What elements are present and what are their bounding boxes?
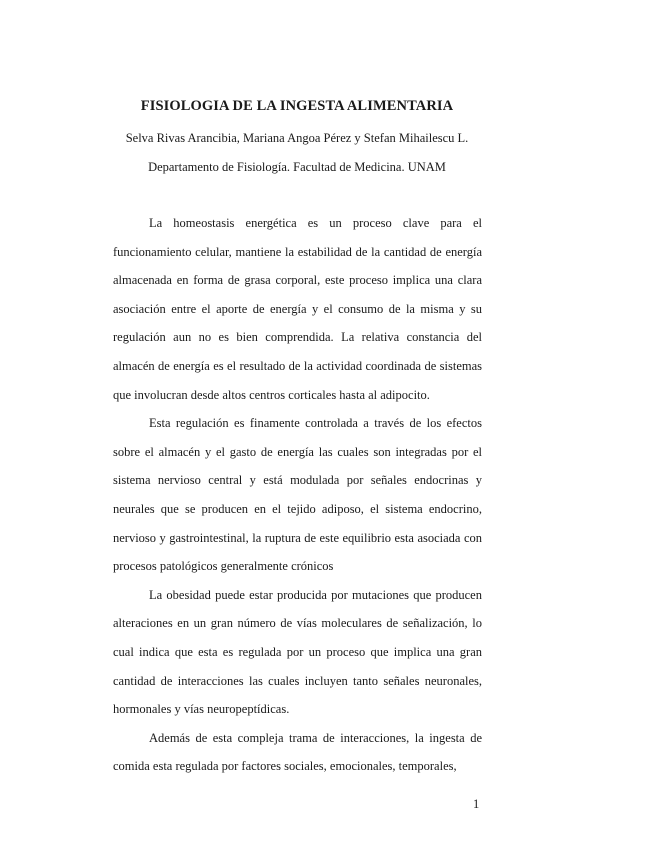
affiliation: Departamento de Fisiología. Facultad de Medicina. UNAM (148, 160, 446, 174)
document-title: FISIOLOGIA DE LA INGESTA ALIMENTARIA (140, 98, 454, 114)
body-text (113, 209, 482, 781)
paragraph-3: La obesidad puede estar producida por mutaciones que producen alteraciones en un gran número de vías moleculares de señalización, lo cual indica que esta es regulada por un proceso que implica una gran cantidad de interacciones las cuales incluyen tanto señales neuronales, hormonales y vías neuropeptídicas. (113, 587, 482, 717)
paragraph-2: Esta regulación es finamente controlada a través de los efectos sobre el almacén y el gasto de energía las cuales son integradas por el sistema nervioso central y está modulada por señales endocrinas y neurales que se producen en el tejido adiposo, el sistema endocrino, nervioso y gastrointestinal, la ruptura de este equilibrio esta asociada con procesos patológicos generalmente crónicos (113, 416, 482, 574)
paragraph-4: Además de esta compleja trama de interacciones, la ingesta de comida esta regulada por factores sociales, emocionales, temporales, (113, 730, 482, 774)
paragraph-1: La homeostasis energética es un proceso clave para el funcionamiento celular, mantiene la estabilidad de la cantidad de energía almacenada en forma de grasa corporal, este proceso implica una clara asociación entre el aporte de energía y el consumo de la misma y su regulación aun no es bien comprendida. La relativa constancia del almacén de energía es el resultado de la actividad coordinada de sistemas que involucran desde altos centros corticales hasta al adipocito. (113, 216, 482, 402)
author-list: Selva Rivas Arancibia, Mariana Angoa Pérez y Stefan Mihailescu L. (125, 131, 469, 145)
page-number: 1 (473, 797, 480, 811)
